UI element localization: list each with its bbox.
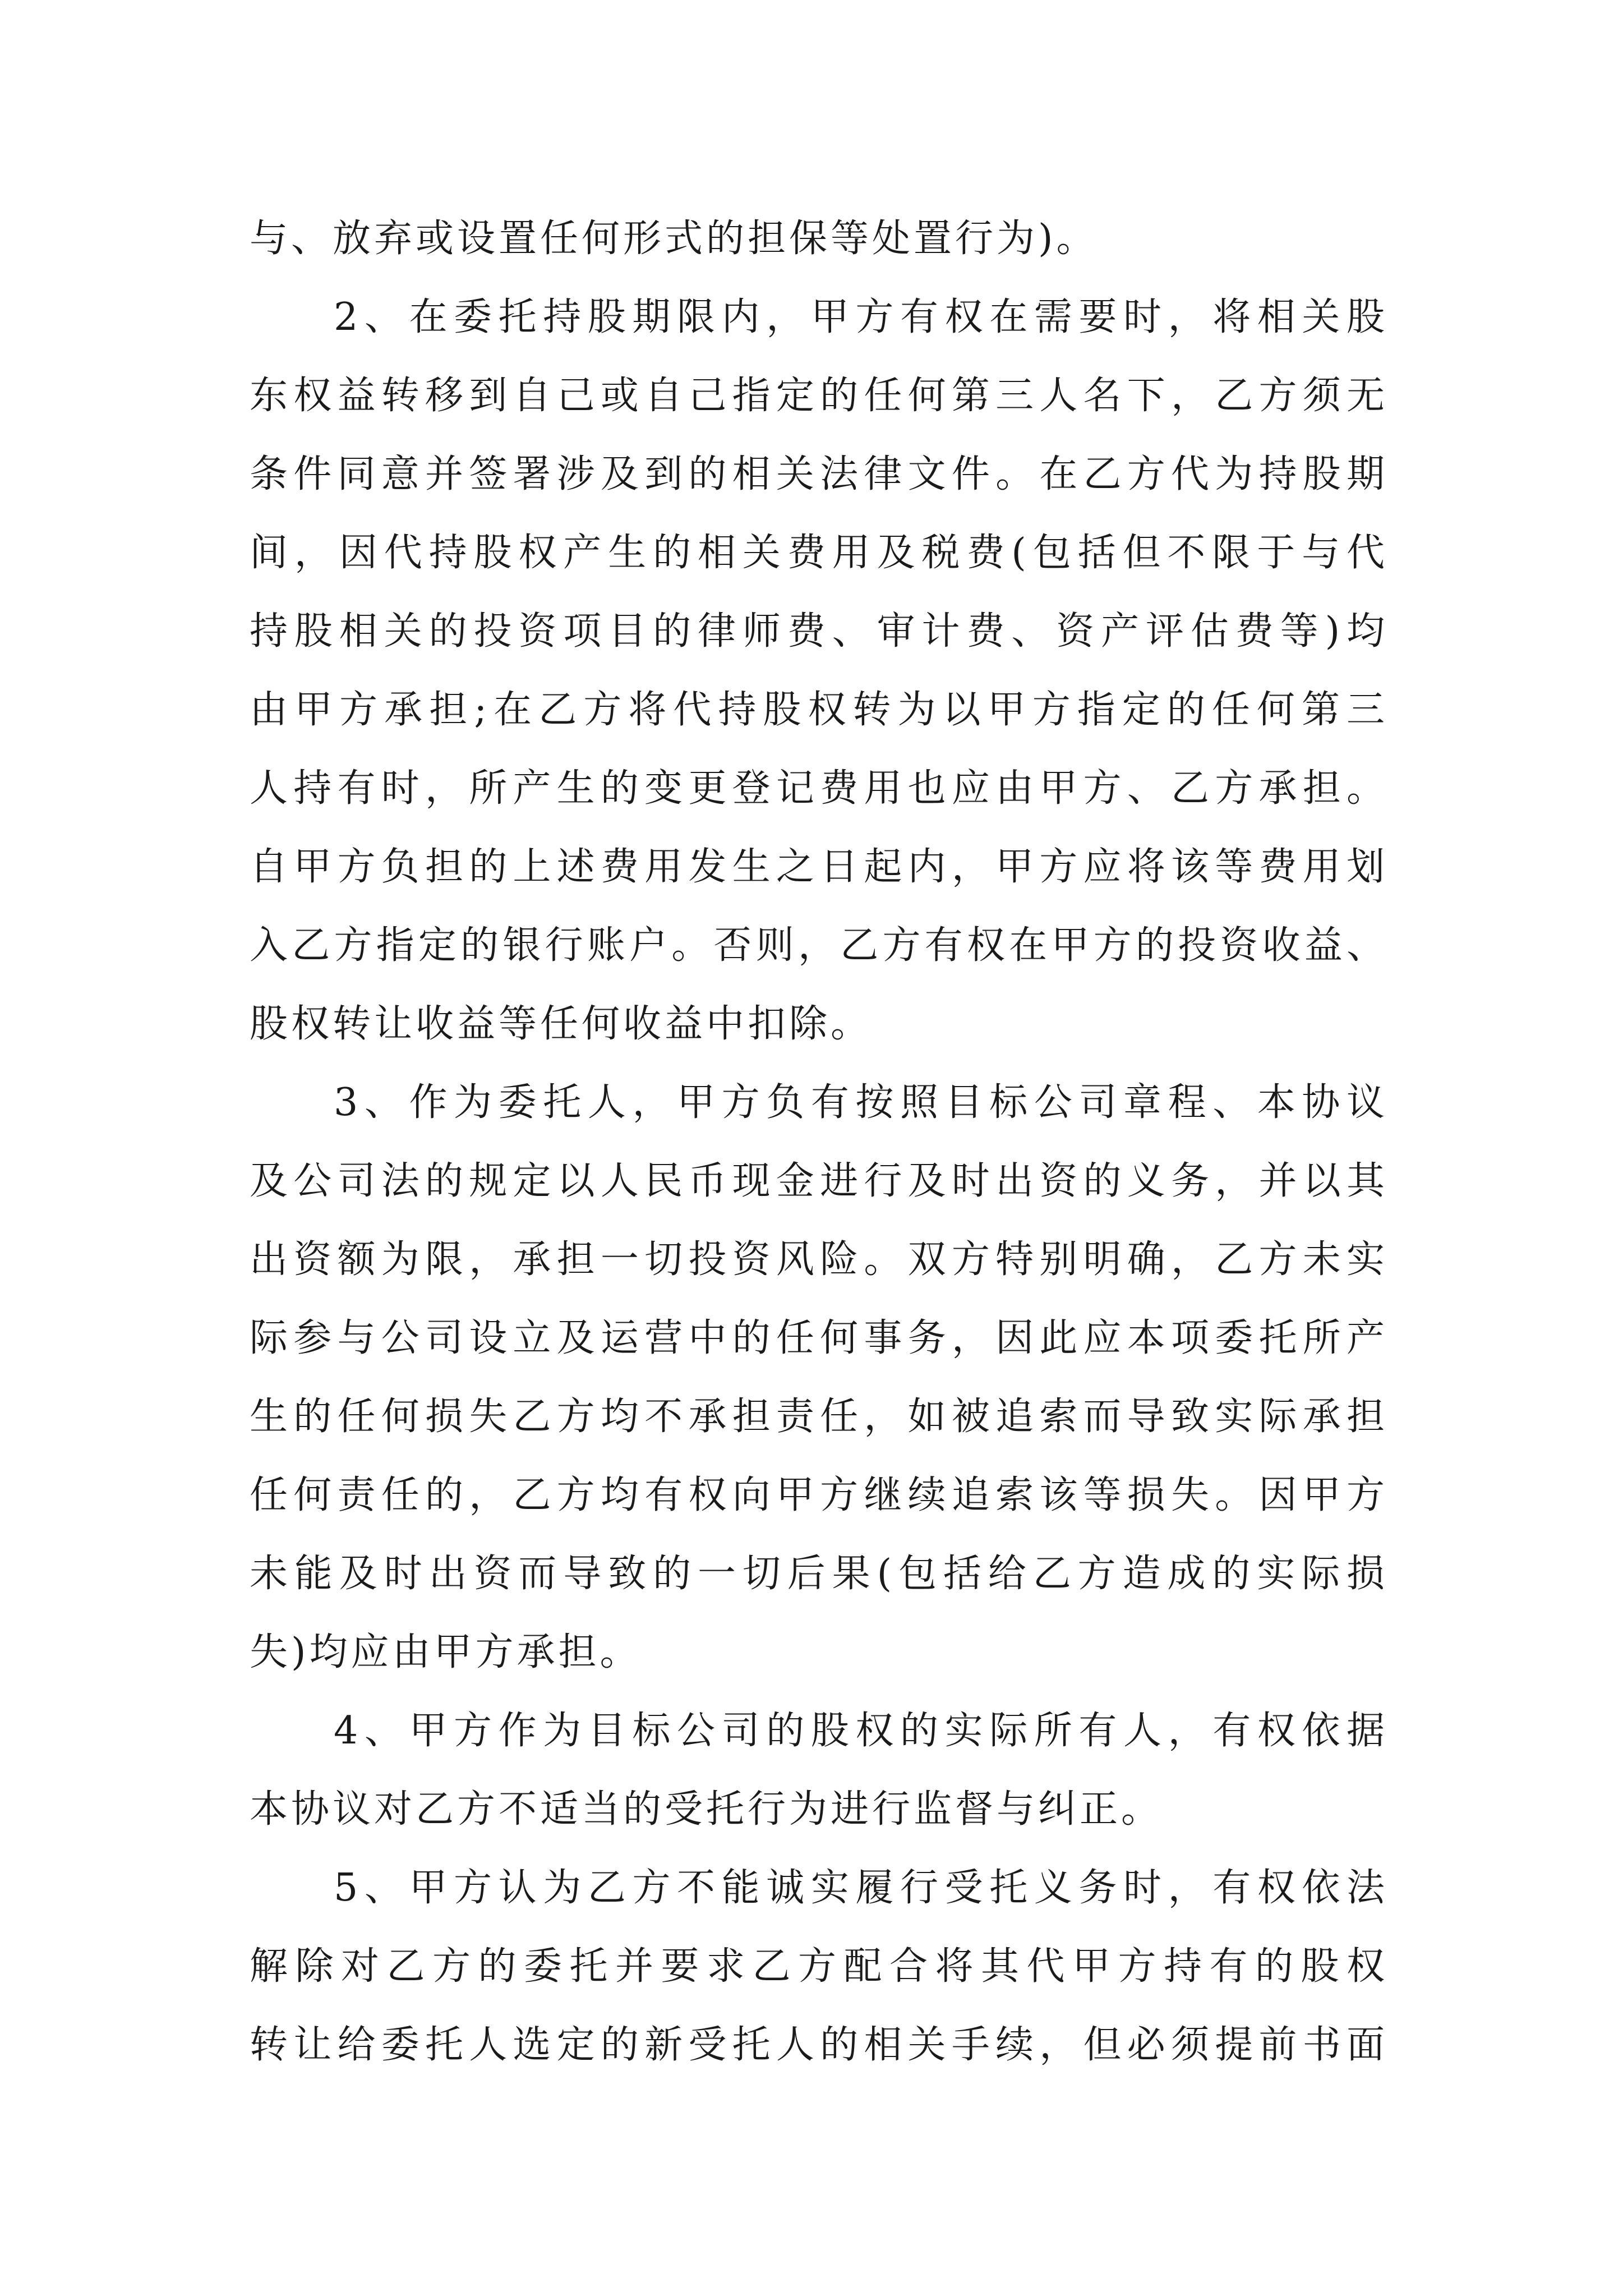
text-line: 3、作为委托人，甲方负有按照目标公司章程、本协议 [334, 1080, 1388, 1125]
text-line: 本协议对乙方不适当的受托行为进行监督与纠正。 [250, 1787, 1163, 1832]
text-line: 转让给委托人选定的新受托人的相关手续，但必须提前书面 [250, 2023, 1388, 2067]
text-line: 5、甲方认为乙方不能诚实履行受托义务时，有权依法 [334, 1866, 1388, 1910]
text-line: 任何责任的，乙方均有权向甲方继续追索该等损失。因甲方 [250, 1473, 1388, 1517]
text-line: 东权益转移到自己或自己指定的任何第三人名下，乙方须无 [250, 374, 1388, 418]
text-line: 2、在委托持股期限内，甲方有权在需要时，将相关股 [334, 295, 1388, 339]
text-line: 失)均应由甲方承担。 [250, 1630, 642, 1674]
text-line: 及公司法的规定以人民币现金进行及时出资的义务，并以其 [250, 1159, 1388, 1203]
text-line: 入乙方指定的银行账户。否则，乙方有权在甲方的投资收益、 [250, 923, 1388, 968]
text-line: 出资额为限，承担一切投资风险。双方特别明确，乙方未实 [250, 1237, 1388, 1282]
text-line: 与、放弃或设置任何形式的担保等处置行为)。 [250, 217, 1098, 261]
text-line: 际参与公司设立及运营中的任何事务，因此应本项委托所产 [250, 1316, 1388, 1360]
text-line: 由甲方承担;在乙方将代持股权转为以甲方指定的任何第三 [250, 688, 1388, 732]
text-line: 生的任何损失乙方均不承担责任，如被追索而导致实际承担 [250, 1395, 1388, 1439]
document-body [250, 200, 1388, 2085]
text-line: 4、甲方作为目标公司的股权的实际所有人，有权依据 [334, 1709, 1388, 1753]
text-line: 股权转让收益等任何收益中扣除。 [250, 1002, 873, 1046]
text-line: 解除对乙方的委托并要求乙方配合将其代甲方持有的股权 [250, 1944, 1388, 1989]
text-line: 人持有时，所产生的变更登记费用也应由甲方、乙方承担。 [250, 766, 1388, 811]
text-line: 条件同意并签署涉及到的相关法律文件。在乙方代为持股期 [250, 452, 1388, 496]
text-line: 自甲方负担的上述费用发生之日起内，甲方应将该等费用划 [250, 845, 1388, 889]
text-line: 未能及时出资而导致的一切后果(包括给乙方造成的实际损 [250, 1552, 1388, 1596]
text-line: 间，因代持股权产生的相关费用及税费(包括但不限于与代 [250, 531, 1388, 575]
text-line: 持股相关的投资项目的律师费、审计费、资产评估费等)均 [250, 609, 1388, 654]
